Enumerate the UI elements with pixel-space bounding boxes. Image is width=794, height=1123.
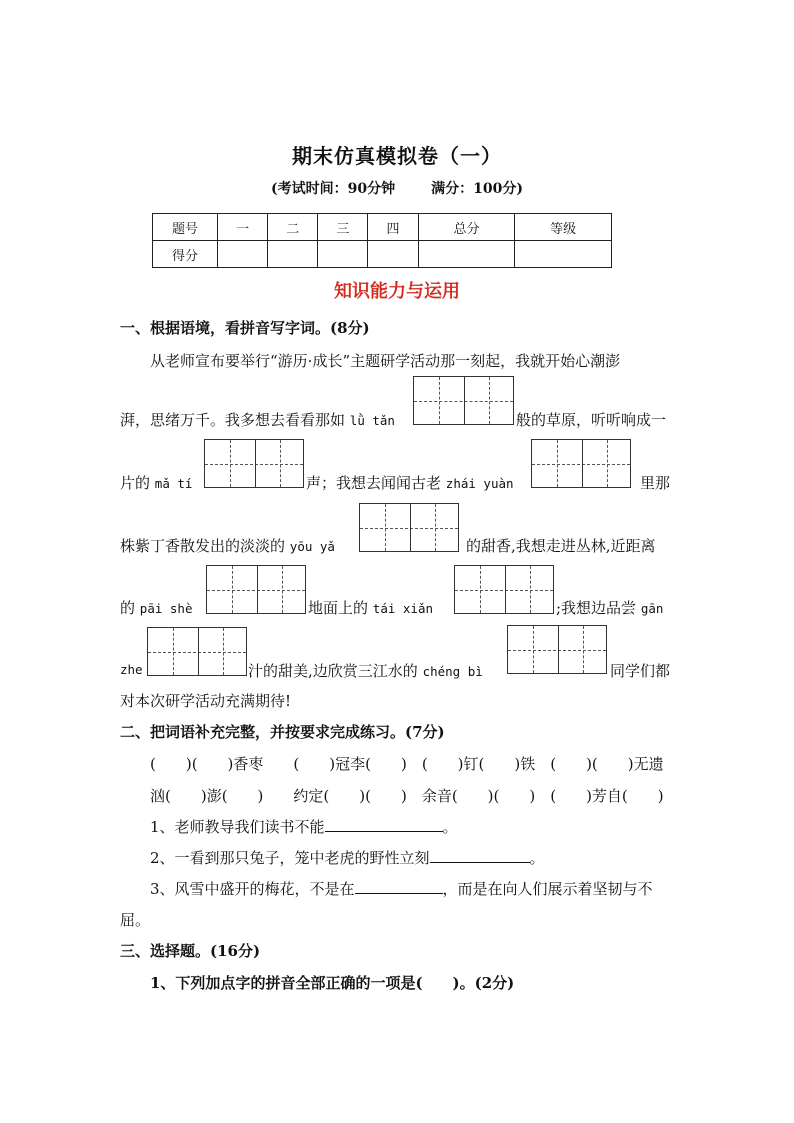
score-table-cell: 四 bbox=[368, 214, 418, 241]
q1-text: 般的草原，听听响成一 bbox=[516, 411, 667, 429]
q2-sentence-text: ，而是在向人们展示着坚韧与不 bbox=[442, 880, 653, 898]
answer-blank[interactable] bbox=[325, 817, 443, 832]
answer-blank[interactable] bbox=[430, 848, 530, 863]
score-input-cell[interactable] bbox=[318, 241, 368, 268]
score-input-cell[interactable] bbox=[268, 241, 318, 268]
q2-sentence-text: 。 bbox=[442, 818, 458, 836]
q1-text: 汁的甜美,边欣赏三江水的 bbox=[248, 662, 418, 680]
q2-sentence bbox=[150, 847, 545, 868]
score-table-score-row bbox=[153, 241, 612, 268]
pinyin-prompt: gān bbox=[640, 601, 664, 616]
q1-text: 地面上的 bbox=[308, 599, 369, 617]
q1-text: 片的 bbox=[120, 474, 151, 492]
q1-paragraph-line bbox=[556, 597, 663, 618]
q2-heading: 二、把词语补充完整，并按要求完成练习。(7分) bbox=[120, 723, 445, 741]
page-title: 期末仿真模拟卷（一） bbox=[292, 144, 502, 168]
answer-grid-paishe[interactable] bbox=[206, 565, 306, 614]
score-table-cell: 二 bbox=[268, 214, 318, 241]
q2-word-row: ( )( )香枣 ( )冠李( ) ( )钉( )铁 ( )( )无遗 bbox=[150, 755, 664, 773]
q1-paragraph-line bbox=[248, 660, 483, 681]
section-title: 知识能力与运用 bbox=[334, 281, 460, 302]
pinyin-prompt: yōu yǎ bbox=[289, 539, 335, 554]
answer-grid-youya[interactable] bbox=[359, 503, 459, 552]
score-input-cell[interactable] bbox=[218, 241, 268, 268]
answer-grid-lutan[interactable] bbox=[413, 376, 514, 425]
q1-text: 湃，思绪万千。我多想去看看那如 bbox=[120, 411, 346, 429]
score-input-cell[interactable] bbox=[418, 241, 515, 268]
pinyin-prompt: zhe bbox=[120, 662, 143, 677]
q2-word-row: 汹( )澎( ) 约定( )( ) 余音( )( ) ( )芳自( ) bbox=[150, 787, 664, 805]
answer-grid-chengbi[interactable] bbox=[507, 625, 607, 674]
q2-sentence-text: 。 bbox=[529, 849, 545, 867]
pinyin-prompt: chéng bì bbox=[422, 664, 483, 679]
pinyin-prompt: lǜ tǎn bbox=[349, 413, 395, 428]
answer-grid-zhaiyuan[interactable] bbox=[531, 439, 631, 488]
q1-paragraph-line bbox=[306, 472, 514, 493]
q1-paragraph-line: 从老师宣布要举行“游历·成长”主题研学活动那一刻起，我就开始心潮澎 bbox=[150, 352, 621, 370]
exam-info bbox=[0, 178, 794, 198]
q2-sentence bbox=[150, 878, 653, 899]
score-input-cell[interactable] bbox=[368, 241, 418, 268]
exam-full-score: 满分：100分) bbox=[431, 181, 523, 197]
score-table-cell: 等级 bbox=[515, 214, 612, 241]
q1-text: 同学们都 bbox=[610, 662, 671, 680]
pinyin-prompt: pāi shè bbox=[139, 601, 193, 616]
score-table-cell: 题号 bbox=[153, 214, 218, 241]
q1-paragraph-line bbox=[120, 597, 192, 618]
score-table-cell: 总分 bbox=[418, 214, 515, 241]
q3-heading: 三、选择题。(16分) bbox=[120, 942, 261, 960]
pinyin-prompt: mǎ tí bbox=[154, 476, 193, 491]
pinyin-prompt: zhái yuàn bbox=[445, 476, 514, 491]
q1-text: ;我想边品尝 bbox=[556, 599, 637, 617]
q1-text: 里那 bbox=[640, 474, 671, 492]
q1-paragraph-line bbox=[120, 409, 395, 430]
q1-text: 声；我想去闻闻古老 bbox=[306, 474, 442, 492]
q1-paragraph-line: 对本次研学活动充满期待! bbox=[120, 692, 292, 710]
q2-sentence-text: 3、风雪中盛开的梅花，不是在 bbox=[150, 880, 355, 898]
answer-grid-mati[interactable] bbox=[204, 439, 304, 488]
score-table-cell: 三 bbox=[318, 214, 368, 241]
pinyin-prompt: tái xiǎn bbox=[372, 601, 434, 616]
q2-sentence bbox=[150, 816, 458, 837]
answer-blank[interactable] bbox=[355, 879, 443, 894]
score-table-cell: 一 bbox=[218, 214, 268, 241]
answer-grid-taixian[interactable] bbox=[454, 565, 554, 614]
answer-grid-ganzhe[interactable] bbox=[147, 627, 247, 676]
q1-text: 株紫丁香散发出的淡淡的 bbox=[120, 537, 286, 555]
q1-text: 的甜香,我想走进丛林,近距离 bbox=[466, 537, 656, 555]
score-table bbox=[152, 213, 612, 268]
score-table-header-row bbox=[153, 214, 612, 241]
q3-item: 1、下列加点字的拼音全部正确的一项是( )。(2分) bbox=[150, 974, 515, 992]
q1-paragraph-line bbox=[308, 597, 433, 618]
score-input-cell[interactable] bbox=[515, 241, 612, 268]
q1-paragraph-line bbox=[120, 472, 192, 493]
exam-time: (考试时间：90分钟 bbox=[271, 181, 396, 197]
q1-paragraph-line bbox=[120, 535, 335, 556]
q1-text: 的 bbox=[120, 599, 136, 617]
q2-sentence-text: 屈。 bbox=[120, 911, 151, 929]
q1-paragraph-line bbox=[120, 660, 143, 678]
q2-sentence-text: 1、老师教导我们读书不能 bbox=[150, 818, 325, 836]
q1-heading: 一、根据语境，看拼音写字词。(8分) bbox=[120, 319, 370, 337]
q2-sentence-text: 2、一看到那只兔子，笼中老虎的野性立刻 bbox=[150, 849, 430, 867]
score-table-cell: 得分 bbox=[153, 241, 218, 268]
